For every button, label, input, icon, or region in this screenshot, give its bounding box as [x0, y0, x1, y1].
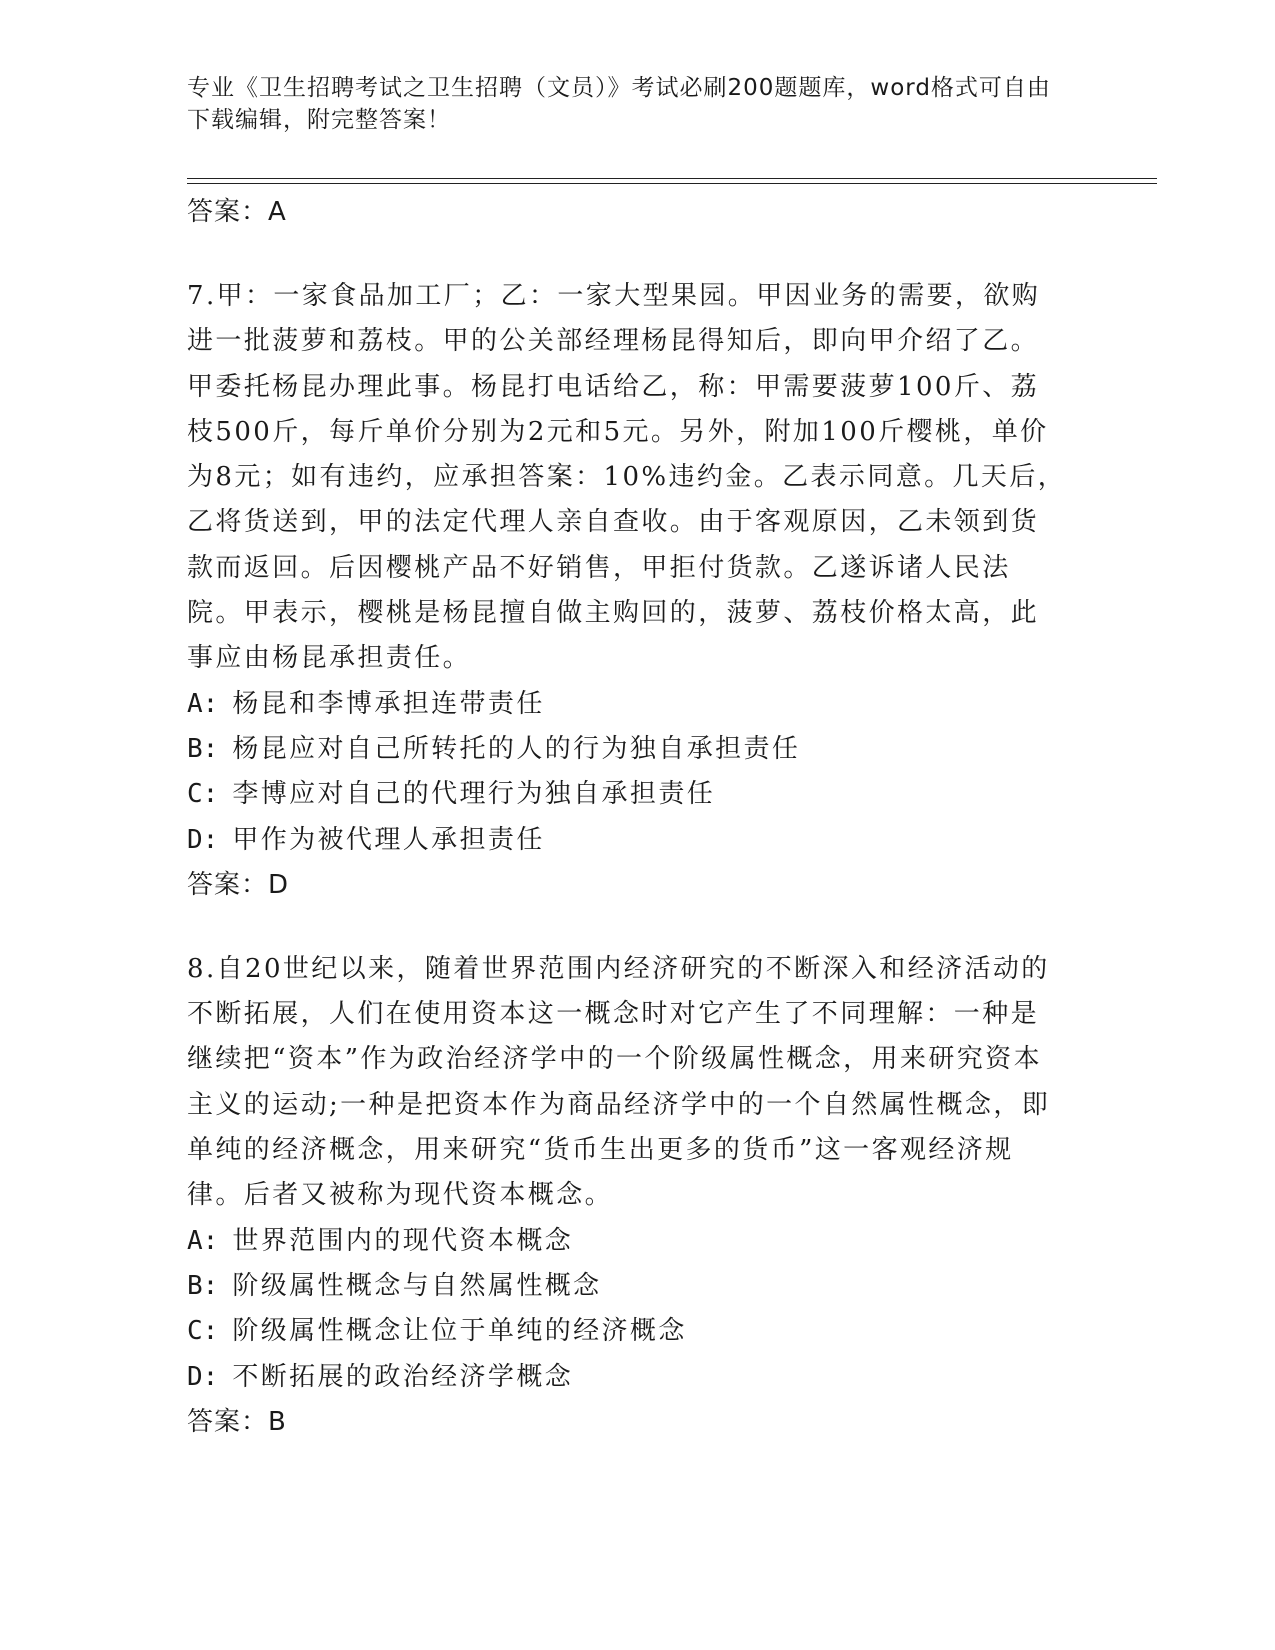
previous-answer: 答案：A — [187, 197, 287, 227]
option-b — [187, 727, 1067, 772]
option-text: 杨昆应对自己所转托的人的行为独自承担责任 — [232, 733, 801, 764]
header-rule-top — [187, 178, 1157, 179]
option-d — [187, 1355, 1067, 1400]
option-b — [187, 1264, 1067, 1309]
answer: 答案：B — [187, 1406, 287, 1437]
answer: 答案：D — [187, 869, 290, 900]
option-text: 阶级属性概念与自然属性概念 — [232, 1270, 602, 1301]
question-text: 8.自20世纪以来，随着世界范围内经济研究的不断深入和经济活动的不断拓展，人们在使用资本这一概念时对它产生了不同理解：一种是继续把“资本”作为政治经济学中的一个阶级属性概念，用来研究资本主义的运动;一种是把资本作为商品经济学中的一个自然属性概念，即单纯的经济概念，用来研究“货币生出更多的货币”这一客观经济规律。后者又被称为现代资本概念。 — [187, 953, 1051, 1211]
option-c — [187, 1309, 1067, 1354]
question-8 — [187, 947, 1067, 1444]
question-7 — [187, 274, 1067, 907]
option-text: 李博应对自己的代理行为独自承担责任 — [232, 779, 716, 810]
option-text: 杨昆和李博承担连带责任 — [232, 688, 545, 719]
option-text: 不断拓展的政治经济学概念 — [232, 1361, 574, 1392]
option-text: 甲作为被代理人承担责任 — [232, 824, 545, 855]
option-a — [187, 1219, 1067, 1264]
option-c — [187, 772, 1067, 817]
option-a — [187, 682, 1067, 727]
question-text: 7.甲：一家食品加工厂；乙：一家大型果园。甲因业务的需要，欲购进一批菠萝和荔枝。甲的公关部经理杨昆得知后，即向甲介绍了乙。甲委托杨昆办理此事。杨昆打电话给乙，称：甲需要菠萝100斤、荔枝500斤，每斤单价分别为2元和5元。另外，附加100斤樱桃，单价为8元；如有违约，应承担答案：10%违约金。乙表示同意。几天后，乙将货送到，甲的法定代理人亲自查收。由于客观原因，乙未领到货款而返回。后因樱桃产品不好销售，甲拒付货款。乙遂诉诸人民法院。甲表示，樱桃是杨昆擅自做主购回的，菠萝、荔枝价格太高，此事应由杨昆承担责任。 — [187, 281, 1067, 674]
document-body — [187, 190, 1067, 1444]
option-text: 世界范围内的现代资本概念 — [232, 1225, 574, 1256]
header-rule-bottom — [187, 183, 1157, 184]
option-letter: D: — [187, 824, 219, 855]
option-letter: A: — [187, 688, 219, 719]
option-d — [187, 818, 1067, 863]
option-letter: B: — [187, 1270, 219, 1301]
option-letter: C: — [187, 779, 219, 810]
option-text: 阶级属性概念让位于单纯的经济概念 — [232, 1316, 687, 1347]
document-header: 专业《卫生招聘考试之卫生招聘（文员）》考试必刷200题题库，word格式可自由下载编辑，附完整答案！ — [187, 75, 1051, 133]
option-letter: D: — [187, 1361, 219, 1392]
option-letter: A: — [187, 1225, 219, 1256]
option-letter: C: — [187, 1316, 219, 1347]
option-letter: B: — [187, 733, 219, 764]
